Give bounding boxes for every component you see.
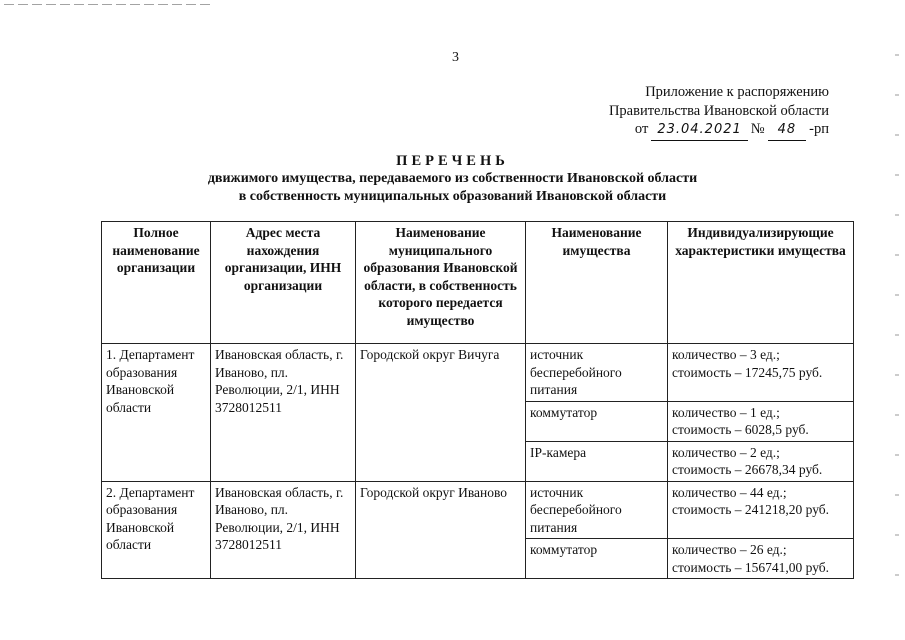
cost-text: стоимость – 241218,20 руб.	[672, 502, 830, 517]
cell-property: коммутатор	[526, 539, 668, 579]
appendix-block	[609, 83, 829, 141]
number-label: №	[750, 121, 765, 137]
handwritten-number: 48	[768, 121, 807, 141]
cell-characteristics	[668, 481, 854, 539]
cell-characteristics	[668, 441, 854, 481]
cell-org: 2. Департамент образования Ивановской области	[102, 481, 211, 579]
document-title	[0, 152, 905, 205]
cell-property: источник бесперебойного питания	[526, 481, 668, 539]
header-org: Полное наименование организации	[102, 222, 211, 344]
table-row	[102, 344, 854, 402]
header-address: Адрес места нахождения организации, ИНН организации	[211, 222, 356, 344]
cell-characteristics	[668, 401, 854, 441]
quantity-text: количество – 26 ед.;	[672, 542, 787, 557]
quantity-text: количество – 1 ед.;	[672, 404, 780, 420]
quantity-text: количество – 2 ед.;	[672, 444, 780, 460]
page-number: 3	[452, 50, 459, 65]
table-row	[102, 481, 854, 539]
title-heading: ПЕРЕЧЕНЬ	[396, 153, 509, 169]
cell-characteristics	[668, 344, 854, 402]
cell-address: Ивановская область, г. Иваново, пл. Революции, 2/1, ИНН 3728012511	[211, 481, 356, 579]
title-line-3: в собственность муниципальных образований Ивановской области	[238, 188, 667, 204]
cell-property: источник бесперебойного питания	[526, 344, 668, 402]
number-suffix: -рп	[809, 121, 829, 137]
cell-org: 1. Департамент образования Ивановской области	[102, 344, 211, 482]
appendix-date-number	[609, 120, 829, 141]
cost-text: стоимость – 156741,00 руб.	[672, 559, 830, 575]
cell-address: Ивановская область, г. Иваново, пл. Революции, 2/1, ИНН 3728012511	[211, 344, 356, 482]
cell-municipality: Городской округ Вичуга	[356, 344, 526, 482]
property-table	[101, 221, 854, 579]
header-characteristics: Индивидуализирующие характеристики имущества	[668, 222, 854, 344]
cell-property: коммутатор	[526, 401, 668, 441]
cost-text: стоимость – 17245,75 руб.	[672, 364, 823, 380]
header-property: Наименование имущества	[526, 222, 668, 344]
appendix-line-2: Правительства Ивановской области	[608, 102, 829, 119]
appendix-line-1: Приложение к распоряжению	[645, 84, 829, 100]
cost-text: стоимость – 6028,5 руб.	[672, 422, 809, 437]
cell-characteristics	[668, 539, 854, 579]
quantity-text: количество – 3 ед.;	[672, 347, 780, 362]
header-municipality: Наименование муниципального образования Ивановской области, в собственность которого передается имущество	[356, 222, 526, 344]
cell-municipality: Городской округ Иваново	[356, 481, 526, 579]
scan-edge-line	[4, 4, 214, 5]
scan-margin-marks	[895, 40, 899, 600]
cell-property: IP-камера	[526, 441, 668, 481]
cost-text: стоимость – 26678,34 руб.	[672, 462, 823, 477]
quantity-text: количество – 44 ед.;	[672, 484, 787, 500]
from-label: от	[634, 121, 649, 137]
handwritten-date: 23.04.2021	[651, 121, 747, 141]
table-header-row	[102, 222, 854, 344]
title-line-2: движимого имущества, передаваемого из собственности Ивановской области	[207, 171, 698, 186]
